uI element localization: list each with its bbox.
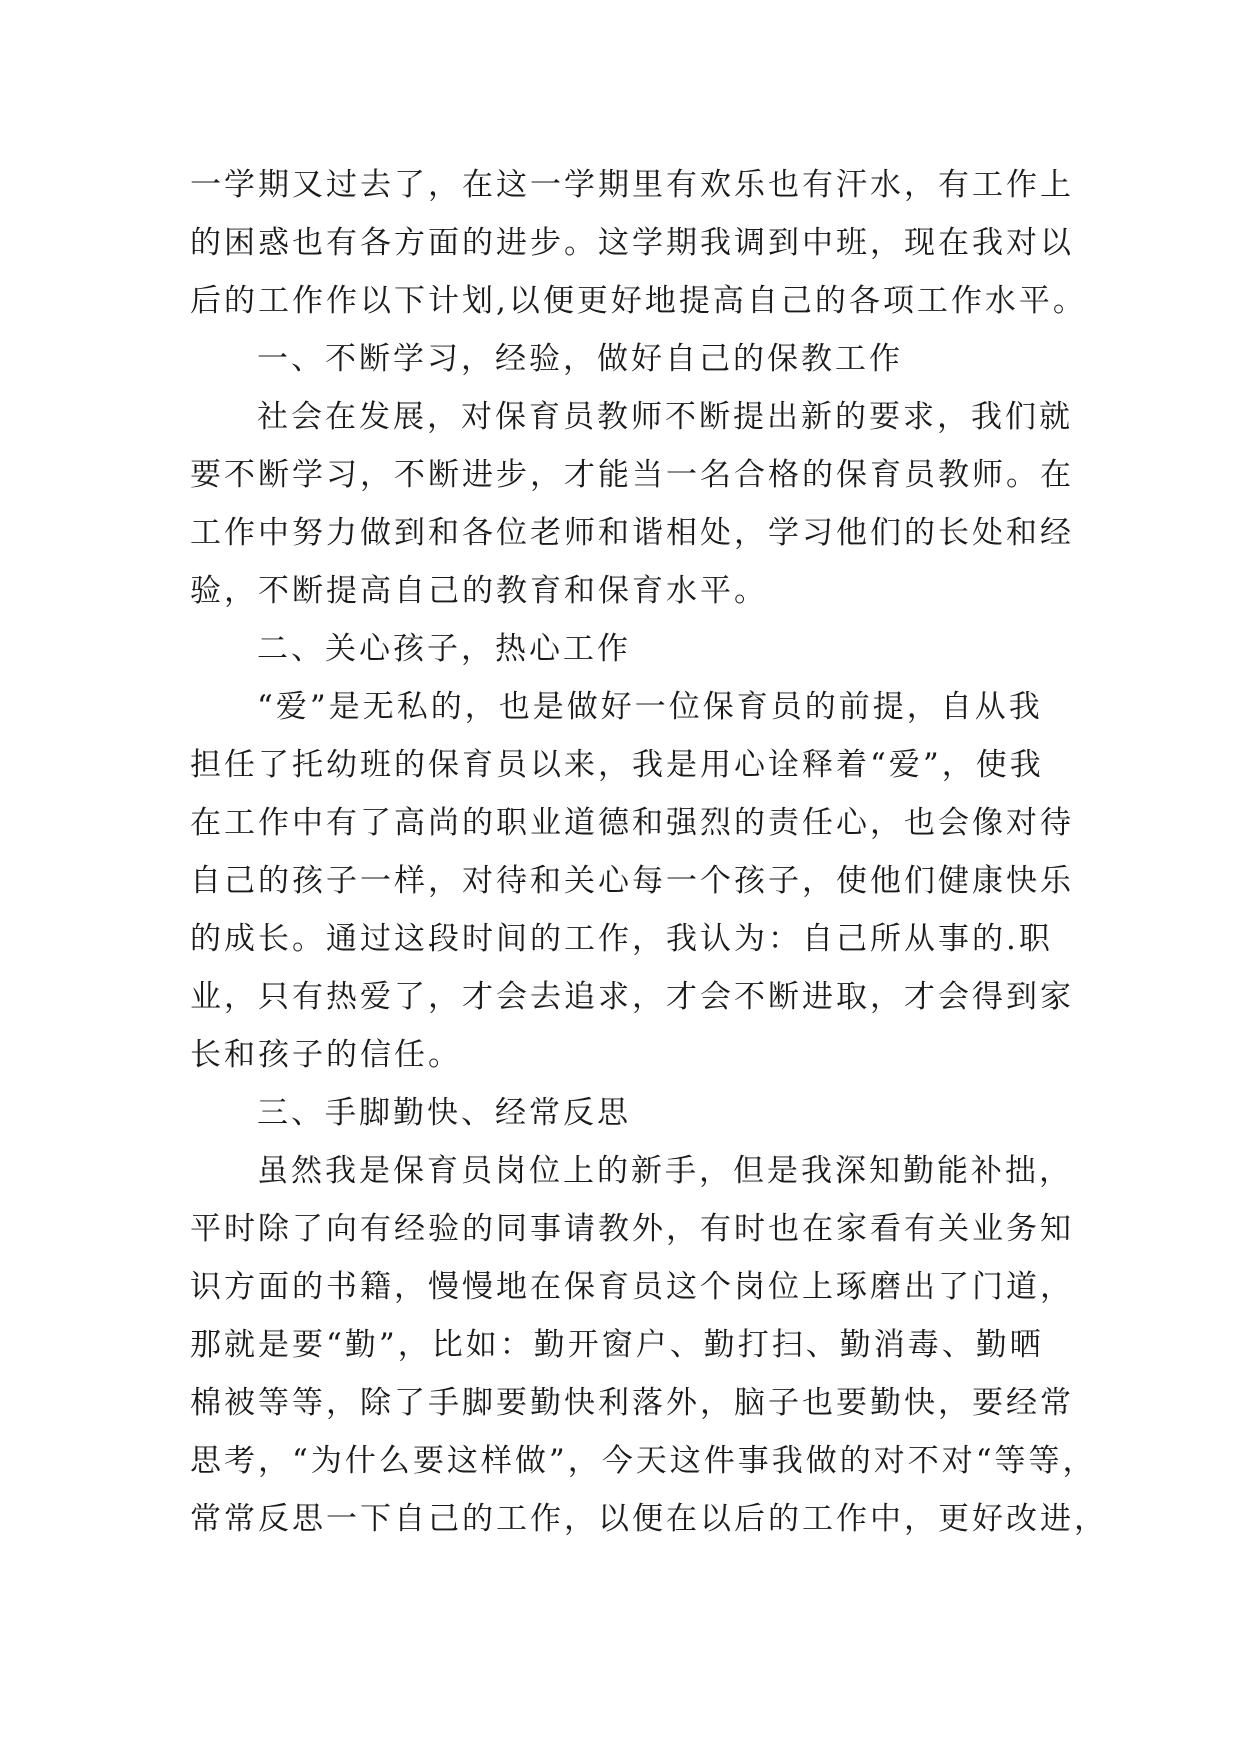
section-heading: 三、手脚勤快、经常反思 xyxy=(257,1095,631,1131)
text-line: 要不断学习，不断进步，才能当一名合格的保育员教师。在 xyxy=(190,457,1074,493)
text-line: 识方面的书籍，慢慢地在保育员这个岗位上琢磨出了门道， xyxy=(190,1269,1074,1305)
section-heading: 二、关心孩子，热心工作 xyxy=(257,631,631,667)
text-line: 担任了托幼班的保育员以来，我是用心诠释着“爱”，使我 xyxy=(190,747,1044,783)
section-heading: 一、不断学习，经验，做好自己的保教工作 xyxy=(257,341,903,377)
text-line: 思考，“为什么要这样做”，今天这件事我做的对不对“等等， xyxy=(190,1443,1097,1479)
text-line: 后的工作作以下计划,以便更好地提高自己的各项工作水平。 xyxy=(190,283,1087,319)
text-line: 的成长。通过这段时间的工作，我认为：自己所从事的.职 xyxy=(190,921,1053,957)
text-line: 的困惑也有各方面的进步。这学期我调到中班，现在我对以 xyxy=(190,225,1074,261)
text-line: 虽然我是保育员岗位上的新手，但是我深知勤能补拙， xyxy=(257,1153,1073,1189)
text-line: 社会在发展，对保育员教师不断提出新的要求，我们就 xyxy=(257,399,1073,435)
text-line: 自己的孩子一样，对待和关心每一个孩子，使他们健康快乐 xyxy=(190,863,1074,899)
text-line: 长和孩子的信任。 xyxy=(190,1037,462,1073)
text-line: 棉被等等，除了手脚要勤快利落外，脑子也要勤快，要经常 xyxy=(190,1385,1074,1421)
text-line: 验，不断提高自己的教育和保育水平。 xyxy=(190,573,768,609)
text-line: 常常反思一下自己的工作，以便在以后的工作中，更好改进， xyxy=(190,1501,1108,1537)
text-line: 业，只有热爱了，才会去追求，才会不断进取，才会得到家 xyxy=(190,979,1074,1015)
text-line: 平时除了向有经验的同事请教外，有时也在家看有关业务知 xyxy=(190,1211,1074,1247)
text-line: 在工作中有了高尚的职业道德和强烈的责任心，也会像对待 xyxy=(190,805,1074,841)
text-line: 一学期又过去了，在这一学期里有欢乐也有汗水，有工作上 xyxy=(190,167,1074,203)
text-line: “爱”是无私的，也是做好一位保育员的前提，自从我 xyxy=(257,689,1043,725)
text-line: 工作中努力做到和各位老师和谐相处，学习他们的长处和经 xyxy=(190,515,1074,551)
text-line: 那就是要“勤”，比如：勤开窗户、勤打扫、勤消毒、勤晒 xyxy=(190,1327,1044,1363)
